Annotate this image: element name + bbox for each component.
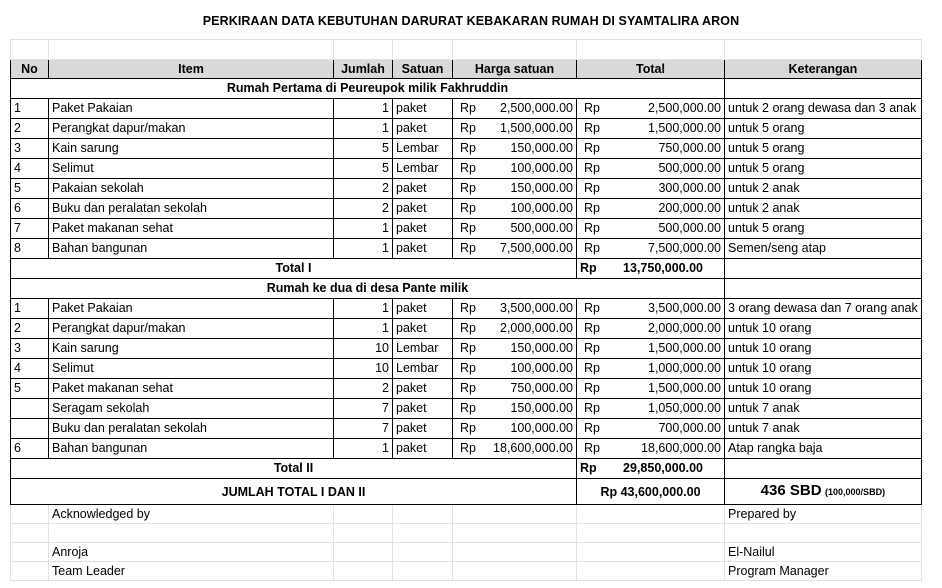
currency-label: Rp — [584, 341, 600, 355]
cell-item[interactable]: Perangkat dapur/makan — [49, 319, 334, 339]
currency-label: Rp — [460, 421, 476, 435]
cell-keterangan[interactable]: untuk 10 orang — [725, 379, 922, 399]
cell-total[interactable] — [577, 439, 725, 459]
cell-keterangan[interactable]: Atap rangka baja — [725, 439, 922, 459]
cell-total[interactable] — [577, 399, 725, 419]
currency-label: Rp — [584, 321, 600, 335]
harga-value: 150,000.00 — [510, 401, 573, 415]
cell-no[interactable]: 7 — [11, 219, 49, 239]
cell-no[interactable] — [11, 399, 49, 419]
exchange-rate: (100,000/SBD) — [825, 487, 886, 497]
cell-harga[interactable] — [453, 319, 577, 339]
prepared-by[interactable]: Prepared by — [725, 505, 922, 524]
currency-label: Rp — [460, 101, 476, 115]
harga-value: 3,500,000.00 — [500, 301, 573, 315]
cell-total[interactable] — [577, 159, 725, 179]
currency-label: Rp — [584, 141, 600, 155]
total-value: 1,500,000.00 — [648, 381, 721, 395]
total-value: 1,000,000.00 — [648, 361, 721, 375]
currency-label: Rp — [580, 261, 597, 275]
cell-satuan[interactable]: Lembar — [393, 359, 453, 379]
total-value: 1,050,000.00 — [648, 401, 721, 415]
header-satuan[interactable]: Satuan — [393, 60, 453, 79]
cell-keterangan[interactable]: untuk 5 orang — [725, 159, 922, 179]
currency-label: Rp — [580, 461, 597, 475]
currency-label: Rp — [584, 161, 600, 175]
cell-keterangan[interactable]: untuk 2 anak — [725, 179, 922, 199]
currency-label: Rp — [460, 361, 476, 375]
harga-value: 100,000.00 — [510, 161, 573, 175]
header-total[interactable]: Total — [577, 60, 725, 79]
currency-label: Rp — [584, 101, 600, 115]
table-row — [11, 179, 922, 199]
cell-item[interactable]: Paket Pakaian — [49, 99, 334, 119]
table-row — [11, 99, 922, 119]
cell-keterangan[interactable]: untuk 5 orang — [725, 139, 922, 159]
total-1-cell[interactable] — [577, 259, 725, 279]
table-row — [11, 219, 922, 239]
header-jumlah[interactable]: Jumlah — [334, 60, 393, 79]
currency-label: Rp — [460, 401, 476, 415]
cell-harga[interactable] — [453, 199, 577, 219]
cell-harga[interactable] — [453, 379, 577, 399]
total-value: 500,000.00 — [658, 221, 721, 235]
grand-total-row — [11, 479, 922, 505]
grand-total-value[interactable]: Rp 43,600,000.00 — [577, 479, 725, 505]
cell-no[interactable]: 5 — [11, 179, 49, 199]
cell-keterangan[interactable]: untuk 10 orang — [725, 339, 922, 359]
total-value: 300,000.00 — [658, 181, 721, 195]
grand-total-sbd: 436 SBD — [760, 482, 822, 499]
cell-keterangan[interactable]: untuk 5 orang — [725, 219, 922, 239]
sheet-title: PERKIRAAN DATA KEBUTUHAN DARURAT KEBAKARAN RUMAH DI SYAMTALIRA ARON — [202, 14, 740, 28]
total-2-label[interactable]: Total II — [11, 459, 577, 479]
cell-satuan[interactable]: Lembar — [393, 159, 453, 179]
section-1-heading-row — [11, 79, 922, 99]
header-keterangan[interactable]: Keterangan — [725, 60, 922, 79]
cell-satuan[interactable]: paket — [393, 219, 453, 239]
total-value: 500,000.00 — [658, 161, 721, 175]
cell-no[interactable]: 1 — [11, 99, 49, 119]
left-signer-name[interactable]: Anroja — [49, 543, 334, 562]
currency-label: Rp — [584, 441, 600, 455]
currency-label: Rp — [460, 201, 476, 215]
total-2-value: 29,850,000.00 — [623, 461, 703, 475]
cell-keterangan[interactable]: untuk 7 anak — [725, 399, 922, 419]
table-row — [11, 399, 922, 419]
header-row — [11, 60, 922, 79]
table-row — [11, 119, 922, 139]
cell-keterangan[interactable]: untuk 2 anak — [725, 199, 922, 219]
cell-item[interactable]: Perangkat dapur/makan — [49, 119, 334, 139]
cell-item[interactable]: Buku dan peralatan sekolah — [49, 419, 334, 439]
cell-no[interactable]: 3 — [11, 139, 49, 159]
acknowledged-by[interactable]: Acknowledged by — [49, 505, 334, 524]
header-harga[interactable]: Harga satuan — [453, 60, 577, 79]
cell-satuan[interactable]: paket — [393, 119, 453, 139]
currency-label: Rp — [460, 181, 476, 195]
total-value: 2,500,000.00 — [648, 101, 721, 115]
cell-jumlah[interactable]: 5 — [334, 159, 393, 179]
cell-harga[interactable] — [453, 99, 577, 119]
cell-no[interactable] — [11, 419, 49, 439]
header-no[interactable]: No — [11, 60, 49, 79]
budget-table — [10, 39, 922, 581]
currency-label: Rp — [584, 241, 600, 255]
currency-label: Rp — [584, 421, 600, 435]
currency-label: Rp — [460, 441, 476, 455]
cell-total[interactable] — [577, 359, 725, 379]
currency-label: Rp — [460, 341, 476, 355]
table-row — [11, 379, 922, 399]
cell-satuan[interactable]: paket — [393, 299, 453, 319]
cell-jumlah[interactable]: 2 — [334, 379, 393, 399]
currency-label: Rp — [584, 381, 600, 395]
grand-total-label[interactable]: JUMLAH TOTAL I DAN II — [11, 479, 577, 505]
cell-keterangan[interactable]: untuk 2 orang dewasa dan 3 anak — [725, 99, 922, 119]
cell-satuan[interactable]: Lembar — [393, 139, 453, 159]
grand-total-sbd-cell[interactable] — [725, 479, 922, 505]
currency-label: Rp — [460, 241, 476, 255]
cell-jumlah[interactable]: 1 — [334, 239, 393, 259]
cell-satuan[interactable]: paket — [393, 199, 453, 219]
cell-total[interactable] — [577, 379, 725, 399]
cell-satuan[interactable]: paket — [393, 439, 453, 459]
currency-label: Rp — [584, 181, 600, 195]
cell-total[interactable] — [577, 199, 725, 219]
header-item[interactable]: Item — [49, 60, 334, 79]
cell-total[interactable] — [577, 319, 725, 339]
harga-value: 100,000.00 — [510, 421, 573, 435]
total-value: 200,000.00 — [658, 201, 721, 215]
cell-harga[interactable] — [453, 239, 577, 259]
cell-keterangan[interactable]: untuk 10 orang — [725, 319, 922, 339]
cell-item[interactable]: Bahan bangunan — [49, 239, 334, 259]
cell-no[interactable]: 8 — [11, 239, 49, 259]
harga-value: 150,000.00 — [510, 341, 573, 355]
currency-label: Rp — [584, 221, 600, 235]
harga-value: 2,000,000.00 — [500, 321, 573, 335]
cell-satuan[interactable]: paket — [393, 379, 453, 399]
cell-item[interactable]: Buku dan peralatan sekolah — [49, 199, 334, 219]
total-value: 18,600,000.00 — [641, 441, 721, 455]
harga-value: 1,500,000.00 — [500, 121, 573, 135]
cell-keterangan[interactable]: Semen/seng atap — [725, 239, 922, 259]
cell-no[interactable]: 6 — [11, 199, 49, 219]
signature-row-2 — [11, 543, 922, 562]
table-row — [11, 199, 922, 219]
harga-value: 2,500,000.00 — [500, 101, 573, 115]
signature-row-3 — [11, 562, 922, 581]
harga-value: 100,000.00 — [510, 201, 573, 215]
cell-keterangan[interactable]: 3 orang dewasa dan 7 orang anak — [725, 299, 922, 319]
table-row — [11, 319, 922, 339]
cell-harga[interactable] — [453, 179, 577, 199]
harga-value: 500,000.00 — [510, 221, 573, 235]
cell-no[interactable]: 1 — [11, 299, 49, 319]
cell-jumlah[interactable]: 1 — [334, 319, 393, 339]
right-signer-role[interactable]: Program Manager — [725, 562, 922, 581]
currency-label: Rp — [460, 221, 476, 235]
cell-item[interactable]: Paket makanan sehat — [49, 219, 334, 239]
total-value: 3,500,000.00 — [648, 301, 721, 315]
cell-satuan[interactable]: paket — [393, 419, 453, 439]
cell-no[interactable]: 2 — [11, 119, 49, 139]
cell-jumlah[interactable]: 7 — [334, 419, 393, 439]
cell-satuan[interactable]: paket — [393, 239, 453, 259]
total-value: 7,500,000.00 — [648, 241, 721, 255]
cell-total[interactable] — [577, 99, 725, 119]
table-row — [11, 299, 922, 319]
total-1-label[interactable]: Total I — [11, 259, 577, 279]
cell-jumlah[interactable]: 2 — [334, 199, 393, 219]
total-value: 1,500,000.00 — [648, 341, 721, 355]
currency-label: Rp — [460, 381, 476, 395]
cell-harga[interactable] — [453, 139, 577, 159]
cell-harga[interactable] — [453, 399, 577, 419]
right-signer-name[interactable]: El-Nailul — [725, 543, 922, 562]
cell-no[interactable]: 5 — [11, 379, 49, 399]
total-value: 700,000.00 — [658, 421, 721, 435]
signature-row-1 — [11, 505, 922, 524]
cell-total[interactable] — [577, 299, 725, 319]
harga-value: 150,000.00 — [510, 141, 573, 155]
cell-harga[interactable] — [453, 119, 577, 139]
cell-jumlah[interactable]: 1 — [334, 299, 393, 319]
cell-jumlah[interactable]: 10 — [334, 339, 393, 359]
table-row — [11, 339, 922, 359]
table-row — [11, 159, 922, 179]
cell-keterangan[interactable]: untuk 7 anak — [725, 419, 922, 439]
currency-label: Rp — [584, 401, 600, 415]
currency-label: Rp — [584, 361, 600, 375]
harga-value: 100,000.00 — [510, 361, 573, 375]
table-row — [11, 359, 922, 379]
cell-satuan[interactable]: paket — [393, 399, 453, 419]
cell-harga[interactable] — [453, 159, 577, 179]
left-signer-role[interactable]: Team Leader — [49, 562, 334, 581]
cell-total[interactable] — [577, 339, 725, 359]
cell-harga[interactable] — [453, 439, 577, 459]
currency-label: Rp — [584, 121, 600, 135]
currency-label: Rp — [460, 161, 476, 175]
cell-satuan[interactable]: paket — [393, 319, 453, 339]
cell-jumlah[interactable]: 1 — [334, 119, 393, 139]
total-value: 1,500,000.00 — [648, 121, 721, 135]
harga-value: 18,600,000.00 — [493, 441, 573, 455]
total-value: 750,000.00 — [658, 141, 721, 155]
cell-item[interactable]: Bahan bangunan — [49, 439, 334, 459]
cell-keterangan[interactable]: untuk 10 orang — [725, 359, 922, 379]
currency-label: Rp — [584, 301, 600, 315]
total-2-cell[interactable] — [577, 459, 725, 479]
cell-total[interactable] — [577, 239, 725, 259]
cell-item[interactable]: Selimut — [49, 359, 334, 379]
total-value: 2,000,000.00 — [648, 321, 721, 335]
table-row — [11, 419, 922, 439]
harga-value: 7,500,000.00 — [500, 241, 573, 255]
cell-harga[interactable] — [453, 359, 577, 379]
cell-item[interactable]: Kain sarung — [49, 339, 334, 359]
cell-item[interactable]: Selimut — [49, 159, 334, 179]
currency-label: Rp — [460, 301, 476, 315]
cell-no[interactable]: 2 — [11, 319, 49, 339]
table-row — [11, 439, 922, 459]
cell-item[interactable]: Seragam sekolah — [49, 399, 334, 419]
currency-label: Rp — [460, 121, 476, 135]
total-1-value: 13,750,000.00 — [623, 261, 703, 275]
cell-satuan[interactable]: Lembar — [393, 339, 453, 359]
cell-harga[interactable] — [453, 339, 577, 359]
section-2-heading-row — [11, 279, 922, 299]
table-row — [11, 239, 922, 259]
cell-keterangan[interactable]: untuk 5 orang — [725, 119, 922, 139]
cell-no[interactable]: 6 — [11, 439, 49, 459]
cell-no[interactable]: 3 — [11, 339, 49, 359]
cell-jumlah[interactable]: 5 — [334, 139, 393, 159]
cell-harga[interactable] — [453, 299, 577, 319]
cell-total[interactable] — [577, 139, 725, 159]
cell-harga[interactable] — [453, 219, 577, 239]
total-1-row — [11, 259, 922, 279]
cell-total[interactable] — [577, 119, 725, 139]
cell-satuan[interactable]: paket — [393, 99, 453, 119]
cell-jumlah[interactable]: 1 — [334, 99, 393, 119]
total-2-row — [11, 459, 922, 479]
harga-value: 150,000.00 — [510, 181, 573, 195]
cell-item[interactable]: Pakaian sekolah — [49, 179, 334, 199]
cell-item[interactable]: Paket makanan sehat — [49, 379, 334, 399]
currency-label: Rp — [460, 321, 476, 335]
currency-label: Rp — [460, 141, 476, 155]
cell-no[interactable]: 4 — [11, 359, 49, 379]
section-1-heading[interactable]: Rumah Pertama di Peureupok milik Fakhruddin — [11, 79, 725, 99]
cell-jumlah[interactable]: 1 — [334, 439, 393, 459]
cell-total[interactable] — [577, 179, 725, 199]
harga-value: 750,000.00 — [510, 381, 573, 395]
section-2-heading[interactable]: Rumah ke dua di desa Pante milik — [11, 279, 725, 299]
cell-no[interactable]: 4 — [11, 159, 49, 179]
cell-total[interactable] — [577, 419, 725, 439]
cell-jumlah[interactable]: 2 — [334, 179, 393, 199]
cell-total[interactable] — [577, 219, 725, 239]
cell-item[interactable]: Paket Pakaian — [49, 299, 334, 319]
cell-jumlah[interactable]: 7 — [334, 399, 393, 419]
cell-satuan[interactable]: paket — [393, 179, 453, 199]
currency-label: Rp — [584, 201, 600, 215]
cell-item[interactable]: Kain sarung — [49, 139, 334, 159]
cell-harga[interactable] — [453, 419, 577, 439]
cell-jumlah[interactable]: 10 — [334, 359, 393, 379]
table-row — [11, 139, 922, 159]
cell-jumlah[interactable]: 1 — [334, 219, 393, 239]
